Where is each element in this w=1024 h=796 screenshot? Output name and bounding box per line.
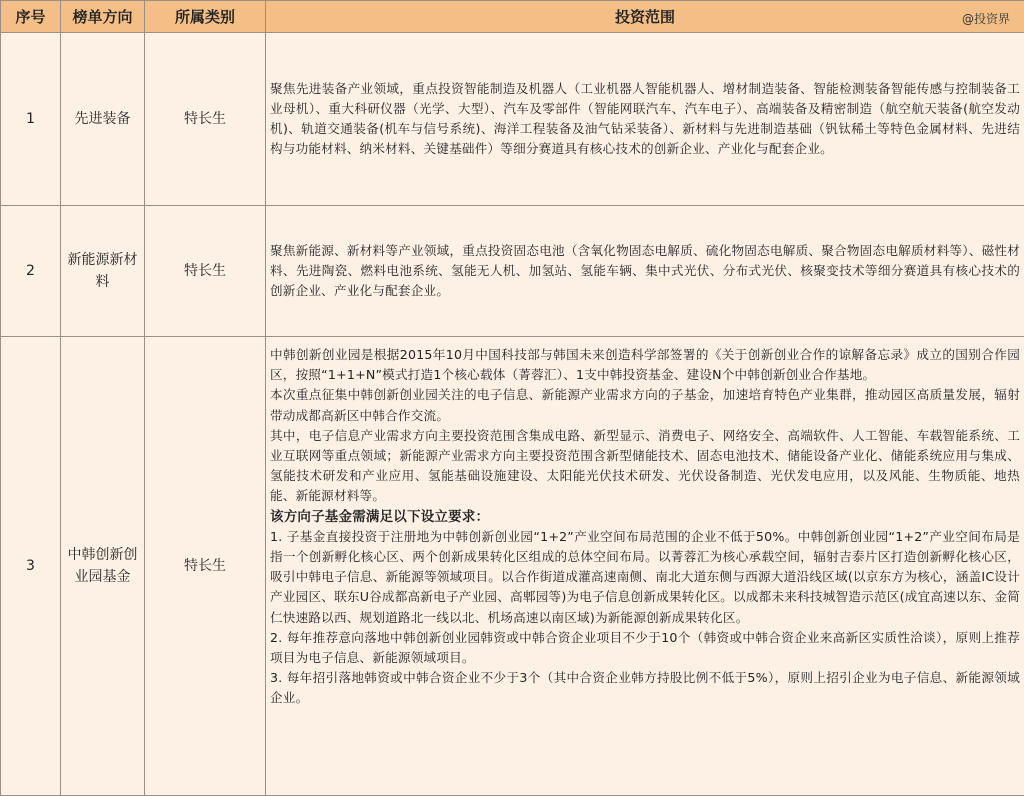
scope-paragraph: 聚焦先进装备产业领域，重点投资智能制造及机器人（工业机器人智能机器人、增材制造装备、智能检测装备智能传感与控制装备工业母机）、重大科研仪器（光学、大型）、汽车及零部件（智能网联汽车、汽车电子）、高端装备及精密制造（航空航天装备(航空发动机)、轨道交通装备(机车与信号系统)、海洋工程装备及油气钻采装备）、新材料与先进制造基础（钒钛稀土等特色金属材料、先进结构与功能材料、纳米材料、关键基础件）等细分赛道具有核心技术的创新企业、产业化与配套企业。 — [270, 79, 1020, 160]
table-row — [1, 337, 1024, 796]
header-direction: 榜单方向 — [61, 1, 145, 33]
watermark: @投资界 — [962, 10, 1010, 27]
scope-paragraph: 聚焦新能源、新材料等产业领域，重点投资固态电池（含氧化物固态电解质、硫化物固态电解质、聚合物固态电解质材料等）、磁性材料、先进陶瓷、燃料电池系统、氢能无人机、加氢站、氢能车辆、集中式光伏、分布式光伏、核聚变技术等细分赛道具有核心技术的创新企业、产业化与配套企业。 — [270, 241, 1020, 302]
header-scope: 投资范围 — [266, 1, 1024, 33]
header-row — [1, 1, 1024, 33]
row-index: 2 — [1, 206, 61, 337]
scope-requirement: 3. 每年招引落地韩资或中韩合资企业不少于3个（其中合资企业韩方持股比例不低于5%），原则上招引企业为电子信息、新能源领域企业。 — [270, 668, 1020, 708]
header-category: 所属类别 — [145, 1, 266, 33]
row-category: 特长生 — [145, 206, 266, 337]
scope-paragraph: 本次重点征集中韩创新创业园关注的电子信息、新能源产业需求方向的子基金，加速培育特色产业集群，推动园区高质量发展，辐射带动成都高新区中韩合作交流。 — [270, 385, 1020, 425]
row-category: 特长生 — [145, 33, 266, 206]
row-scope — [266, 206, 1024, 337]
row-scope — [266, 33, 1024, 206]
scope-requirement: 1. 子基金直接投资于注册地为中韩创新创业园“1+2”产业空间布局范围的企业不低于50%。中韩创新创业园“1+2”产业空间布局是指一个创新孵化核心区、两个创新成果转化区组成的总体空间布局。以菁蓉汇为核心承载空间，辐射吉泰片区打造创新孵化核心区，吸引中韩电子信息、新能源等领域项目。以合作街道成灌高速南侧、南北大道东侧与西源大道沿线区域(以京东方为核心，涵盖IC设计产业园区、联东U谷成都高新电子产业园、高郫园等)为电子信息创新成果转化区。以成都未来科技城智造示范区(成宜高速以东、金简仁快速路以西、规划道路北一线以北、机场高速以南区域)为新能源创新成果转化区。 — [270, 527, 1020, 628]
scope-requirement: 2. 每年推荐意向落地中韩创新创业园韩资或中韩合资企业项目不少于10个（韩资或中韩合资企业来高新区实质性洽谈），原则上推荐项目为电子信息、新能源领域项目。 — [270, 628, 1020, 668]
scope-paragraph: 中韩创新创业园是根据2015年10月中国科技部与韩国未来创造科学部签署的《关于创新创业合作的谅解备忘录》成立的国别合作园区，按照“1+1+N”模式打造1个核心载体（菁蓉汇）、1支中韩投资基金、建设N个中韩创新创业合作基地。 — [270, 345, 1020, 385]
scope-requirements-heading: 该方向子基金需满足以下设立要求： — [270, 507, 1020, 527]
row-index: 1 — [1, 33, 61, 206]
scope-paragraph: 其中，电子信息产业需求方向主要投资范围含集成电路、新型显示、消费电子、网络安全、高端软件、人工智能、车载智能系统、工业互联网等重点领域；新能源产业需求方向主要投资范围含新型储能技术、固态电池技术、储能设备产业化、储能系统应用与集成、氢能技术研发和产业应用、氢能基础设施建设、太阳能光伏技术研发、光伏设备制造、光伏发电应用，以及风能、生物质能、地热能、新能源材料等。 — [270, 426, 1020, 507]
table-row — [1, 206, 1024, 337]
row-direction: 先进装备 — [61, 33, 145, 206]
row-scope — [266, 337, 1024, 796]
row-direction: 中韩创新创业园基金 — [61, 337, 145, 796]
row-index: 3 — [1, 337, 61, 796]
table-row — [1, 33, 1024, 206]
row-direction: 新能源新材料 — [61, 206, 145, 337]
row-category: 特长生 — [145, 337, 266, 796]
header-index: 序号 — [1, 1, 61, 33]
